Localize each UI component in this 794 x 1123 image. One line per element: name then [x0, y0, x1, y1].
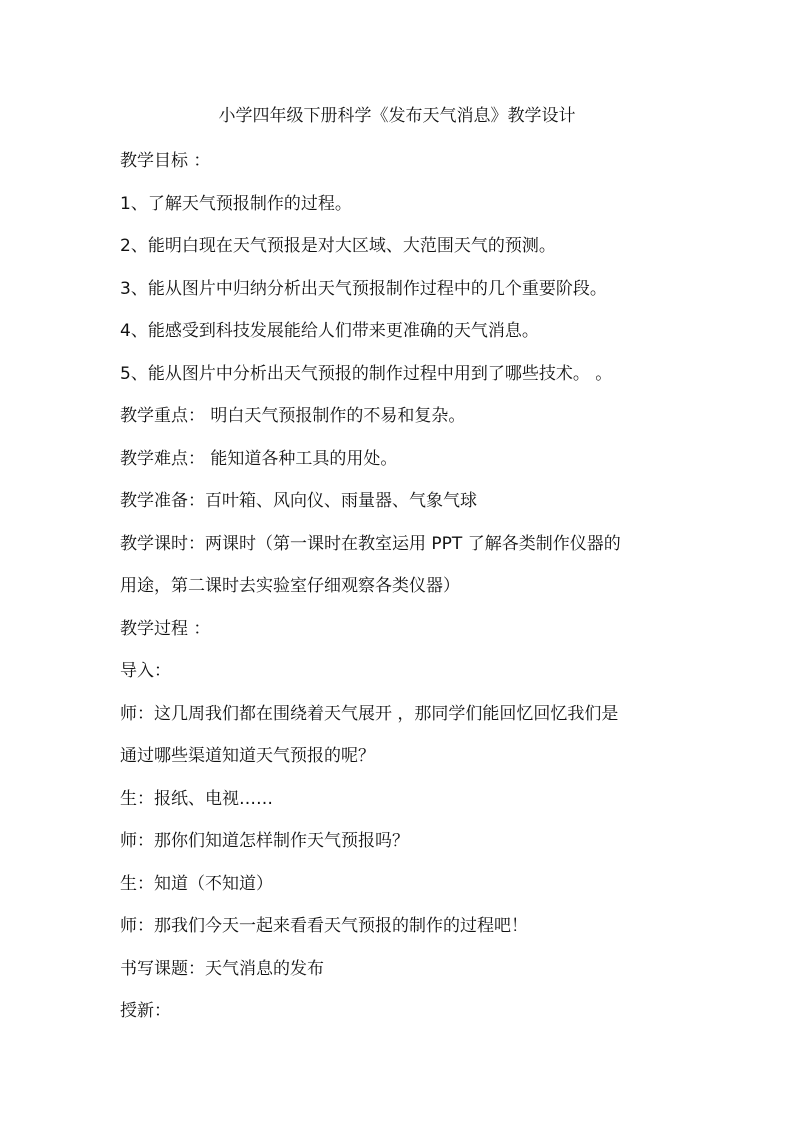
- document-title: 小学四年级下册科学《发布天气消息》教学设计: [218, 106, 576, 126]
- body-line-objective-5: 5、能从图片中分析出天气预报的制作过程中用到了哪些技术。 。: [120, 363, 613, 384]
- body-line-objectives-heading: 教学目标 ：: [120, 151, 211, 171]
- body-line-difficulties: 教学难点： 能知道各种工具的用处。: [120, 448, 398, 469]
- body-line-objective-2: 2、能明白现在天气预报是对大区域、大范围天气的预测。: [120, 236, 556, 256]
- body-line-student-1: 生：报纸、电视……: [120, 788, 273, 809]
- body-line-key-points: 教学重点： 明白天气预报制作的不易和复杂。: [120, 406, 466, 426]
- body-line-class-hours-cont: 用途，第二课时去实验室仔细观察各类仪器）: [120, 576, 460, 596]
- body-line-teacher-3: 师：那我们今天一起来看看天气预报的制作的过程吧！: [120, 916, 528, 936]
- document-body: [120, 146, 680, 1039]
- body-line-preparation: 教学准备：百叶箱、风向仪、雨量器、气象气球: [120, 491, 477, 511]
- body-line-teacher-1-cont: 通过哪些渠道知道天气预报的呢？: [120, 746, 375, 766]
- body-line-introduction: 导入：: [120, 661, 171, 681]
- body-line-student-2: 生：知道（不知道）: [120, 873, 273, 894]
- body-line-lesson-title: 书写课题：天气消息的发布: [120, 958, 324, 979]
- body-line-objective-1: 1、了解天气预报制作的过程。: [120, 193, 352, 214]
- body-line-objective-3: 3、能从图片中归纳分析出天气预报制作过程中的几个重要阶段。: [120, 278, 607, 299]
- body-line-objective-4: 4、能感受到科技发展能给人们带来更准确的天气消息。: [120, 321, 539, 341]
- body-line-new-lesson: 授新：: [120, 1001, 171, 1021]
- body-line-process-heading: 教学过程 ：: [120, 618, 211, 639]
- body-line-teacher-2: 师：那你们知道怎样制作天气预报吗？: [120, 831, 409, 851]
- body-line-teacher-1: 师：这几周我们都在围绕着天气展开 ，那同学们能回忆回忆我们是: [120, 703, 619, 724]
- body-line-class-hours: 教学课时：两课时（第一课时在教室运用 PPT 了解各类制作仪器的: [120, 533, 621, 554]
